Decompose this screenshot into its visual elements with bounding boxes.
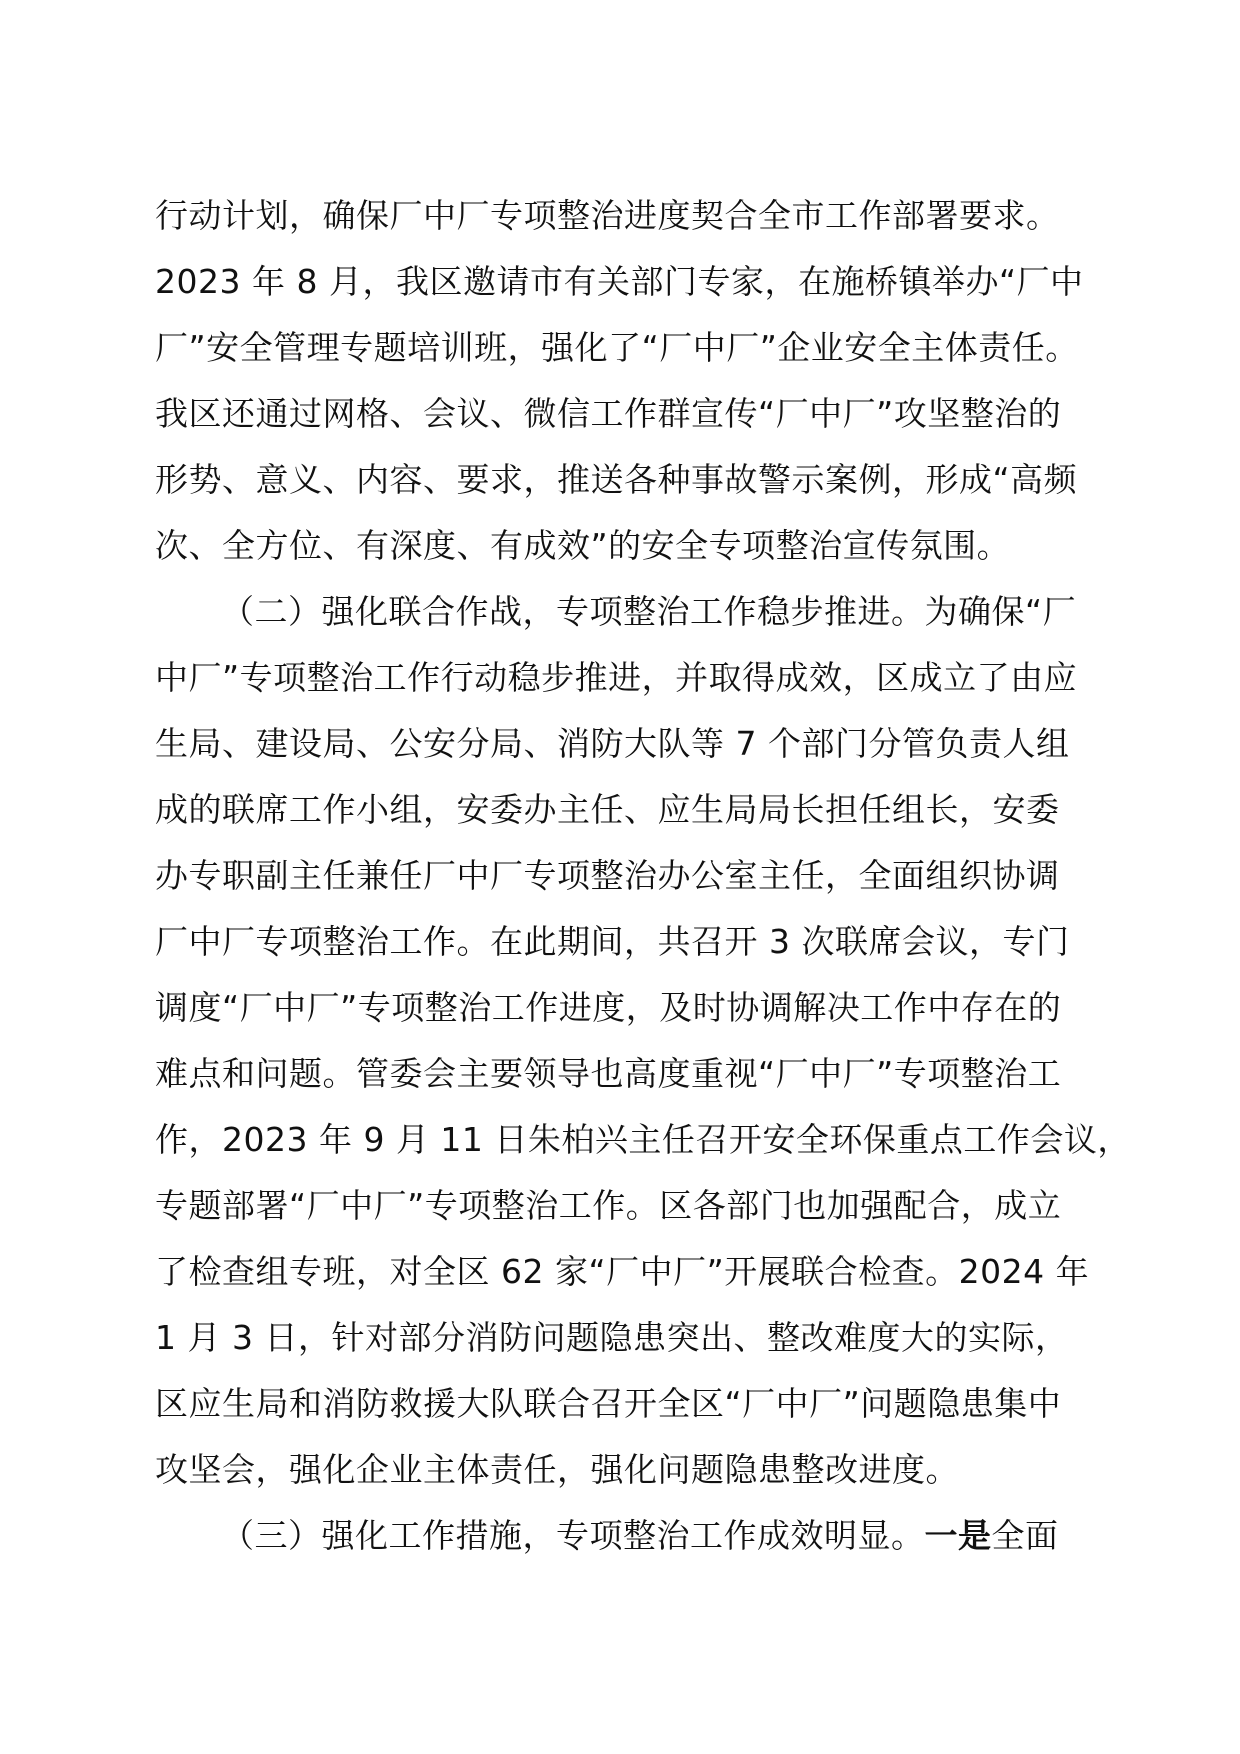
text-line: 形势、意义、内容、要求，推送各种事故警示案例，形成“高频	[155, 460, 1078, 499]
text-line: 次、全方位、有深度、有成效”的安全专项整治宣传氛围。	[155, 526, 1011, 565]
text-line: 作，2023 年 9 月 11 日朱柏兴主任召开安全环保重点工作会议，	[155, 1120, 1131, 1159]
text-line: 行动计划，确保厂中厂专项整治进度契合全市工作部署要求。	[155, 196, 1060, 235]
section-three-heading-line	[155, 1503, 1115, 1569]
text-line: 厂中厂专项整治工作。在此期间，共召开 3 次联席会议，专门	[155, 922, 1070, 961]
text-line: 成的联席工作小组，安委办主任、应生局局长担任组长，安委	[155, 790, 1060, 829]
document-body	[155, 183, 1131, 1569]
text-line: 中厂”专项整治工作行动稳步推进，并取得成效，区成立了由应	[155, 658, 1078, 697]
text-fragment: 全面	[991, 1516, 1059, 1555]
text-line: 了检查组专班，对全区 62 家“厂中厂”开展联合检查。2024 年	[155, 1252, 1090, 1291]
section-three-heading: （三）强化工作措施，专项整治工作成效明显。	[221, 1516, 925, 1555]
text-line: 生局、建设局、公安分局、消防大队等 7 个部门分管负责人组	[155, 724, 1070, 763]
text-line: 调度“厂中厂”专项整治工作进度，及时协调解决工作中存在的	[155, 988, 1062, 1027]
text-line: 厂”安全管理专题培训班，强化了“厂中厂”企业安全主体责任。	[155, 328, 1079, 367]
bold-emphasis: 一是	[924, 1516, 992, 1555]
section-two-heading-line: （二）强化联合作战，专项整治工作稳步推进。为确保“厂	[221, 592, 1077, 631]
text-line: 专题部署“厂中厂”专项整治工作。区各部门也加强配合，成立	[155, 1186, 1062, 1225]
text-line: 攻坚会，强化企业主体责任，强化问题隐患整改进度。	[155, 1450, 959, 1489]
text-line: 2023 年 8 月，我区邀请市有关部门专家，在施桥镇举办“厂中	[155, 262, 1084, 301]
text-line: 1 月 3 日，针对部分消防问题隐患突出、整改难度大的实际，	[155, 1318, 1069, 1357]
text-line: 我区还通过网格、会议、微信工作群宣传“厂中厂”攻坚整治的	[155, 394, 1062, 433]
text-line: 难点和问题。管委会主要领导也高度重视“厂中厂”专项整治工	[155, 1054, 1062, 1093]
text-line: 区应生局和消防救援大队联合召开全区“厂中厂”问题隐患集中	[155, 1384, 1062, 1423]
text-line: 办专职副主任兼任厂中厂专项整治办公室主任，全面组织协调	[155, 856, 1060, 895]
